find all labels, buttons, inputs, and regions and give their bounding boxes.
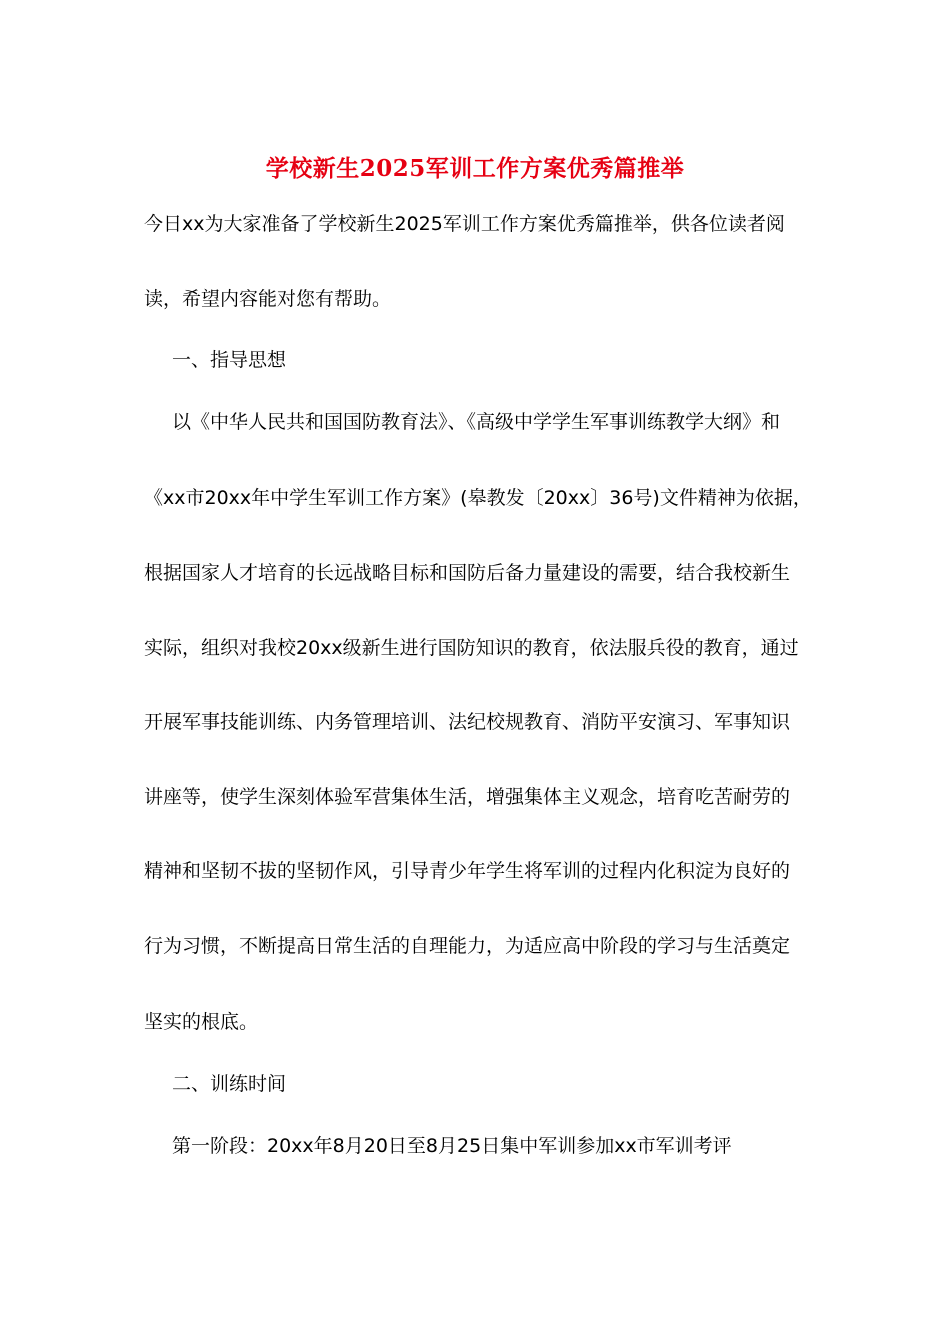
intro-line-2: 读，希望内容能对您有帮助。 bbox=[144, 288, 392, 310]
paragraph-line-5: 开展军事技能训练、内务管理培训、法纪校规教育、消防平安演习、军事知识 bbox=[144, 711, 791, 733]
document-title: 学校新生2025军训工作方案优秀篇推举 bbox=[265, 155, 685, 182]
paragraph-line-1: 以《中华人民共和国国防教育法》、《高级中学学生军事训练教学大纲》和 bbox=[172, 411, 781, 433]
paragraph-line-2: 《xx市20xx年中学生军训工作方案》(皋教发〔20xx〕36号)文件精神为依据， bbox=[144, 487, 812, 509]
paragraph-line-4: 实际，组织对我校20xx级新生进行国防知识的教育，依法服兵役的教育，通过 bbox=[144, 637, 799, 659]
paragraph-line-6: 讲座等，使学生深刻体验军营集体生活，增强集体主义观念，培育吃苦耐劳的 bbox=[144, 786, 791, 808]
intro-line-1: 今日xx为大家准备了学校新生2025军训工作方案优秀篇推举，供各位读者阅 bbox=[144, 213, 785, 235]
paragraph-line-8: 行为习惯，不断提高日常生活的自理能力，为适应高中阶段的学习与生活奠定 bbox=[144, 935, 791, 957]
section-heading-guiding-ideology: 一、指导思想 bbox=[172, 349, 287, 371]
paragraph-line-3: 根据国家人才培育的长远战略目标和国防后备力量建设的需要，结合我校新生 bbox=[144, 562, 791, 584]
training-phase-line: 第一阶段：20xx年8月20日至8月25日集中军训参加xx市军训考评 bbox=[172, 1135, 732, 1157]
paragraph-line-9: 坚实的根底。 bbox=[144, 1011, 259, 1033]
paragraph-line-7: 精神和坚韧不拔的坚韧作风，引导青少年学生将军训的过程内化积淀为良好的 bbox=[144, 860, 791, 882]
section-heading-training-time: 二、训练时间 bbox=[172, 1073, 287, 1095]
